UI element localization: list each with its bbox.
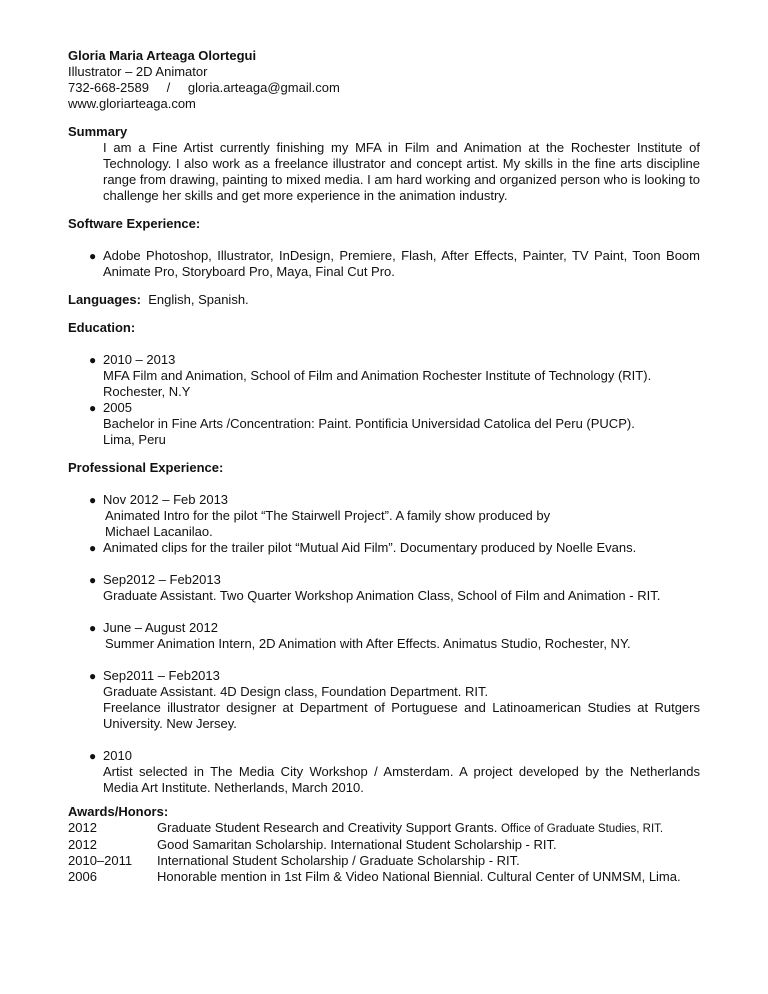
bullet-icon: ● <box>89 353 97 367</box>
software-heading: Software Experience: <box>68 216 201 231</box>
award-year: 2012 <box>68 837 97 852</box>
email-link[interactable]: gloria.arteaga@gmail.com <box>187 80 340 95</box>
bullet-icon: ● <box>89 249 97 263</box>
summary-text: I am a Fine Artist currently finishing my MFA in Film and Animation at the Rochester Institute of Technology. I also work as a freelance illustrator and concept artist. My skills in the fine arts discipline range from drawing, painting to mixed media. I am hard working and organized person who is looking to challenge her skills and get more experience in the animation industry. <box>103 140 700 203</box>
summary-heading: Summary <box>68 124 128 139</box>
experience-text: Freelance illustrator designer at Department of Portuguese and Latinoamerican Studies at Rutgers University. New Jersey. <box>103 700 700 731</box>
bullet-icon: ● <box>89 573 97 587</box>
experience-text: Michael Lacanilao. <box>105 524 213 539</box>
experience-date: Sep2012 – Feb2013 <box>103 572 221 587</box>
list-item <box>68 492 700 540</box>
award-row <box>68 837 700 853</box>
experience-date: June – August 2012 <box>103 620 218 635</box>
experience-date: 2010 <box>103 748 132 763</box>
education-date: 2010 – 2013 <box>103 352 176 367</box>
website-link[interactable]: www.gloriarteaga.com <box>68 96 196 111</box>
bullet-icon: ● <box>89 493 97 507</box>
bullet-icon: ● <box>89 669 97 683</box>
experience-text: Summer Animation Intern, 2D Animation with After Effects. Animatus Studio, Rochester, NY. <box>105 636 631 651</box>
software-section <box>68 216 700 280</box>
award-year: 2012 <box>68 820 97 835</box>
phone-number: 732-668-2589 <box>68 80 149 95</box>
summary-section <box>68 124 700 204</box>
list-item <box>68 540 700 556</box>
awards-heading: Awards/Honors: <box>68 804 169 819</box>
languages-section <box>68 292 700 308</box>
bullet-icon: ● <box>89 541 97 555</box>
education-degree: Bachelor in Fine Arts /Concentration: Paint. Pontificia Universidad Catolica del Peru (PUCP). <box>103 416 635 431</box>
experience-text: Artist selected in The Media City Workshop / Amsterdam. A project developed by the Netherlands Media Art Institute. Netherlands, March 2010. <box>103 764 700 795</box>
list-item <box>68 248 700 280</box>
award-year: 2006 <box>68 869 97 884</box>
list-item <box>68 620 700 652</box>
experience-text: Animated clips for the trailer pilot “Mutual Aid Film”. Documentary produced by Noelle Evans. <box>103 540 637 555</box>
award-title: Good Samaritan Scholarship. International Student Scholarship - RIT. <box>157 837 557 852</box>
experience-text: Animated Intro for the pilot “The Stairwell Project”. A family show produced by <box>105 508 551 523</box>
award-title: Graduate Student Research and Creativity Support Grants. <box>157 820 498 835</box>
experience-date: Sep2011 – Feb2013 <box>103 668 220 683</box>
bullet-icon: ● <box>89 749 97 763</box>
list-item <box>68 400 700 448</box>
award-year: 2010–2011 <box>68 853 133 868</box>
list-item <box>68 572 700 604</box>
list-item <box>68 352 700 400</box>
job-title: Illustrator – 2D Animator <box>68 64 208 79</box>
list-item <box>68 668 700 732</box>
bullet-icon: ● <box>89 401 97 415</box>
education-date: 2005 <box>103 400 132 415</box>
contact-line <box>68 80 700 96</box>
bullet-icon: ● <box>89 621 97 635</box>
experience-text: Graduate Assistant. Two Quarter Workshop Animation Class, School of Film and Animation - RIT. <box>103 588 661 603</box>
award-row <box>68 869 700 885</box>
award-row <box>68 820 700 837</box>
contact-separator: / <box>166 80 171 95</box>
software-list: Adobe Photoshop, Illustrator, InDesign, Premiere, Flash, After Effects, Painter, TV Paint, Toon Boom Animate Pro, Storyboard Pro, Maya, Final Cut Pro. <box>103 248 700 279</box>
award-row <box>68 853 700 869</box>
education-location: Lima, Peru <box>103 432 166 447</box>
awards-section <box>68 804 700 885</box>
education-section <box>68 320 700 448</box>
award-text <box>157 820 700 837</box>
education-location: Rochester, N.Y <box>103 384 191 399</box>
education-degree: MFA Film and Animation, School of Film and Animation Rochester Institute of Technology (RIT). <box>103 368 652 383</box>
award-note: Office of Graduate Studies, RIT. <box>500 823 664 835</box>
experience-date: Nov 2012 – Feb 2013 <box>103 492 229 507</box>
languages-heading: Languages: <box>68 292 141 307</box>
languages-text: English, Spanish. <box>148 292 249 307</box>
award-title: Honorable mention in 1st Film & Video National Biennial. Cultural Center of UNMSM, Lima. <box>157 869 681 884</box>
resume-page <box>68 48 700 885</box>
experience-text: Graduate Assistant. 4D Design class, Foundation Department. RIT. <box>103 684 489 699</box>
header <box>68 48 700 112</box>
experience-section <box>68 460 700 796</box>
list-item <box>68 748 700 796</box>
experience-heading: Professional Experience: <box>68 460 224 475</box>
resume-name: Gloria Maria Arteaga Olortegui <box>68 48 257 63</box>
education-heading: Education: <box>68 320 136 335</box>
award-title: International Student Scholarship / Graduate Scholarship - RIT. <box>157 853 520 868</box>
